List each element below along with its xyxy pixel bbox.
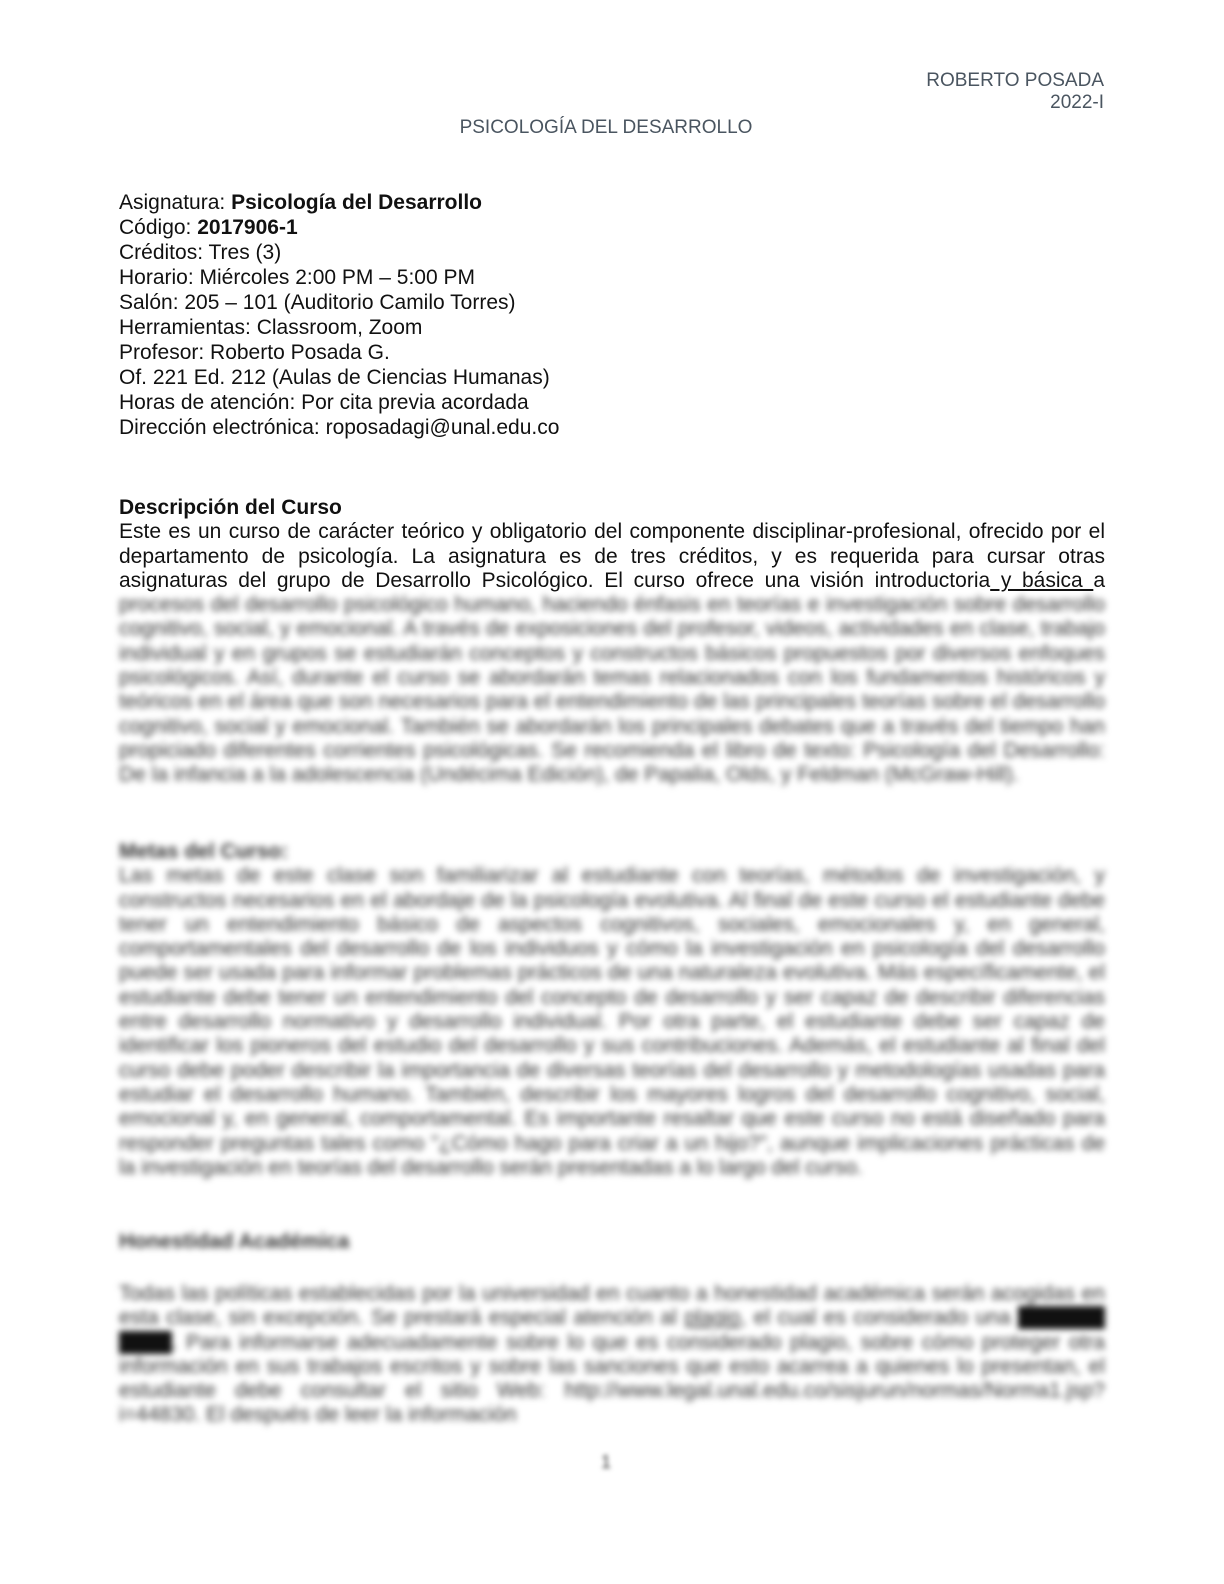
underlined-text: y básica [990,568,1094,592]
page-number: 1 [600,1452,611,1472]
page-header-right [926,70,1104,114]
academic-honesty-title: Honestidad Académica [119,1230,350,1253]
course-info-block [119,190,1109,440]
code-value: 2017906-1 [197,216,298,239]
course-goals-text: Las metas de este clase son familiarizar al estudiante con teorías, métodos de investigación, y constructos necesarios en el abordaje de la psicología evolutiva. Al final de este curso el estudiante debe tener un entendimiento básico de aspectos cognitivos, sociales, emocionales y, en general, comportamentales del desarrollo de los individuos y cómo la investigación en psicología del desarrollo puede ser usada para informar problemas prácticos de una naturaleza evolutiva. Más específicamente, el estudiante debe tener un entendimiento del concepto de desarrollo y ser capaz de describir diferencias entre desarrollo normativo y desarrollo individual. Por otra parte, el estudiante debe ser capaz de identificar los pioneros del estudio del desarrollo y sus contribuciones. Además, el estudiante al final del curso debe poder describir la importancia de diversas teorías del desarrollo y metodologías usadas para estudiar el desarrollo humano. También, describir los mayores logros del desarrollo cognitivo, social, emocional y, en general, comportamental. Es importante resaltar que este curso no está diseñado para responder preguntas tales como "¿Cómo hago para criar a un hijo?", aunque implicaciones prácticas de la investigación en teorías del desarrollo serán presentadas a lo largo del curso. [119,864,1105,1179]
code-line: Código: 2017906-1 [119,216,298,239]
room-line: Salón: 205 – 101 (Auditorio Camilo Torres) [119,291,516,314]
highlight-plagiarism: plagio [684,1306,741,1330]
credits-line: Créditos: Tres (3) [119,241,282,264]
course-goals-title: Metas del Curso: [119,840,289,863]
course-description-title: Descripción del Curso [119,496,342,519]
author-name: ROBERTO POSADA [926,70,1104,91]
course-goals-section [119,840,1105,1180]
subject-line: Asignatura: Psicología del Desarrollo [119,191,482,214]
hours-line: Horas de atención: Por cita previa acordada [119,391,529,414]
professor-line: Profesor: Roberto Posada G. [119,341,390,364]
academic-honesty-text: Todas las políticas establecidas por la universidad en cuanto a honestidad académica serán acogidas en esta clase, sin excepción. Se prestará especial atención al plagio, el cual es considerado una falta muy grave. Para informarse adecuadamente sobre lo que es considerado plagio, sobre cómo proteger otra información en sus trabajos escritos y sobre las sanciones que esto acarrea a quienes lo presentan, el estudiante debe consultar el sitio Web: http://www.legal.unal.edu.co/sisjurun/normas/Norma1.jsp?i=44830. El después de leer la información [119,1282,1106,1427]
blurred-description-text: procesos del desarrollo psicológico humano, haciendo énfasis en teorías e investigación sobre desarrollo cognitivo, social, y emocional. A través de exposiciones del profesor, videos, actividades en clase, trabajo individual y en grupos se estudiarán conceptos y constructos básicos propuestos por diversos enfoques psicológicos. Así, durante el curso se abordarán temas relacionados con los fundamentos históricos y teóricos en el área que son necesarios para el entendimiento de las principales teorías sobre el desarrollo cognitivo, social y emocional. También se abordarán los principales debates que a través del tiempo han propiciado diferentes corrientes psicológicas. Se recomienda el libro de texto: Psicología del Desarrollo: De la infancia a la adolescencia (Undécima Edición), de Papalia, Olds, y Feldman (McGraw-Hill). [119,593,1105,787]
office-line: Of. 221 Ed. 212 (Aulas de Ciencias Humanas) [119,366,550,389]
email-line: Dirección electrónica: roposadagi@unal.edu.co [119,416,560,439]
course-header-title: PSICOLOGÍA DEL DESARROLLO [459,117,753,138]
schedule-line: Horario: Miércoles 2:00 PM – 5:00 PM [119,266,475,289]
highlight-serious-fault: falta muy grave [119,1306,1106,1354]
subject-value: Psicología del Desarrollo [231,191,482,214]
term: 2022-I [1050,92,1104,113]
course-description-text: Este es un curso de carácter teórico y obligatorio del componente disciplinar-profesional, ofrecido por el departamento de psicología. La asignatura es de tres créditos, y es requerida para cursar otras asignaturas del grupo de Desarrollo Psicológico. El curso ofrece una visión introductoria y básica a procesos del desarrollo psicológico humano, haciendo énfasis en teorías e investigación sobre desarrollo cognitivo, social, y emocional. A través de exposiciones del profesor, videos, actividades en clase, trabajo individual y en grupos se estudiarán conceptos y constructos básicos propuestos por diversos enfoques psicológicos. Así, durante el curso se abordarán temas relacionados con los fundamentos históricos y teóricos en el área que son necesarios para el entendimiento de las principales teorías sobre el desarrollo cognitivo, social y emocional. También se abordarán los principales debates que a través del tiempo han propiciado diferentes corrientes psicológicas. Se recomienda el libro de texto: Psicología del Desarrollo: De la infancia a la adolescencia (Undécima Edición), de Papalia, Olds, y Feldman (McGraw-Hill). [119,520,1105,787]
course-description-section [119,496,1105,788]
tools-line: Herramientas: Classroom, Zoom [119,316,423,339]
